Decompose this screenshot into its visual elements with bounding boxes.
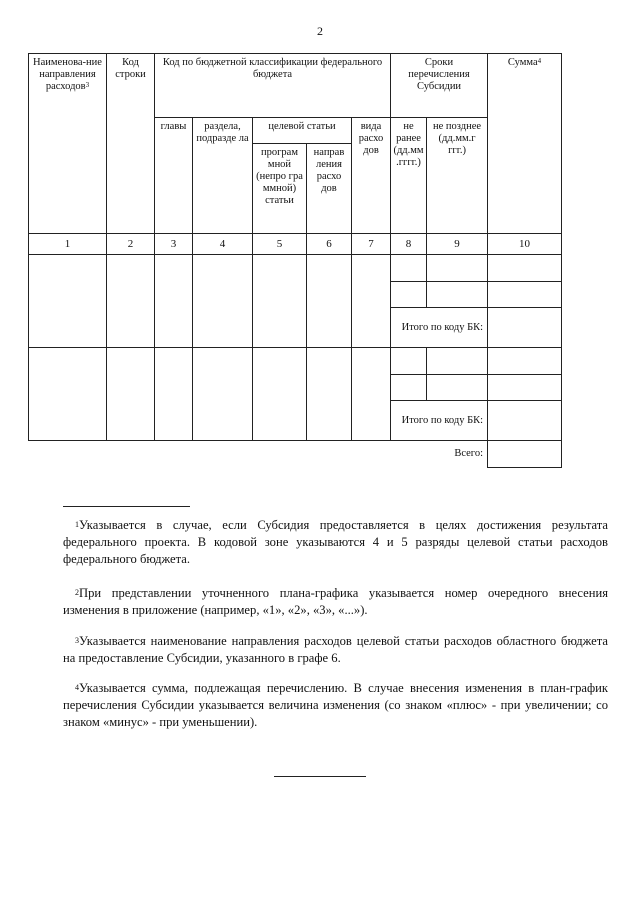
header-not-earlier: не ранее (дд.мм .гггг.) xyxy=(391,118,427,234)
column-number: 6 xyxy=(307,234,352,255)
column-number: 4 xyxy=(193,234,253,255)
header-expense-type: вида расхо дов xyxy=(352,118,391,234)
column-number: 2 xyxy=(107,234,155,255)
header-row-code: Код строки xyxy=(107,54,155,234)
footnote-3: $^3$Указывается наименование направления расходов целевой статьи расходов областного бюджета на предоставление Субсидии, указанного в графе 6. xyxy=(63,634,608,665)
end-separator xyxy=(274,776,366,777)
footnote-1: $^1$Указывается в случае, если Субсидия предоставляется в целях достижения результата федерального проекта. В кодовой зоне указываются 4 и 5 разряды целевой статьи расходов федерального бюджета. xyxy=(63,518,608,566)
footnote-4: $^4$Указывается сумма, подлежащая перечислению. В случае внесения изменения в план-график перечисления Субсидии указывается величина изменения (со знаком «плюс» - при увеличении; со знаком «минус» - при уменьшении). xyxy=(63,681,608,729)
header-target-article: целевой статьи xyxy=(253,118,352,144)
header-not-later: не позднее (дд.мм.г ггг.) xyxy=(427,118,488,234)
footnote-separator xyxy=(63,506,190,507)
column-number: 3 xyxy=(155,234,193,255)
column-number: 10 xyxy=(488,234,562,255)
column-number: 8 xyxy=(391,234,427,255)
column-number: 1 xyxy=(29,234,107,255)
table-row xyxy=(29,348,562,375)
table-row xyxy=(29,255,562,282)
header-sum: Сумма$^4$ xyxy=(488,54,562,234)
header-transfer-dates: Сроки перечисления Субсидии xyxy=(391,54,488,118)
header-expense-direction-code: направ ления расхо дов xyxy=(307,144,352,234)
header-chapter: главы xyxy=(155,118,193,234)
total-value xyxy=(488,441,562,468)
header-section: раздела, подразде ла xyxy=(193,118,253,234)
column-number: 5 xyxy=(253,234,307,255)
column-number: 9 xyxy=(427,234,488,255)
column-numbers-row xyxy=(29,234,562,255)
header-budget-classification: Код по бюджетной классификации федерального бюджета xyxy=(155,54,391,118)
payment-schedule-table xyxy=(28,53,562,468)
header-expense-direction: Наименова-ние направления расходов$^3$ xyxy=(29,54,107,234)
total-label: Всего: xyxy=(454,448,484,460)
total-row xyxy=(29,441,562,468)
column-number: 7 xyxy=(352,234,391,255)
subtotal-label: Итого по коду БК: xyxy=(391,308,488,348)
header-program-article: програм мной (непро гра ммной) статьи xyxy=(253,144,307,234)
subtotal-label: Итого по коду БК: xyxy=(391,401,488,441)
footnote-2: $^2$При представлении уточненного плана-графика указывается номер очередного внесения изменения в приложение (например, «1», «2», «3», «...»). xyxy=(63,586,608,617)
page-number: 2 xyxy=(317,24,323,38)
